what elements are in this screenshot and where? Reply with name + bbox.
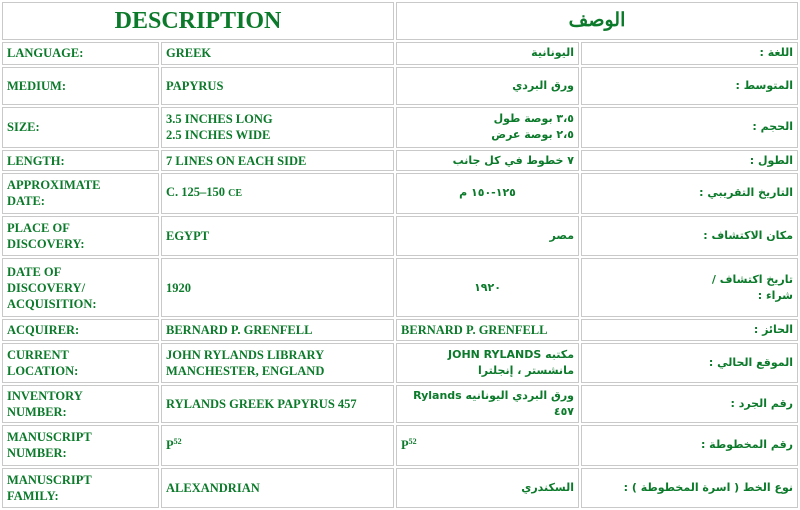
value-en-size-line1: 3.5 INCHES LONG — [166, 112, 273, 127]
value-en-language: GREEK — [161, 42, 394, 64]
value-ar-size-line1: ٣،٥ بوصة طول — [493, 112, 575, 126]
label-ar-size: الحجم : — [581, 107, 798, 148]
value-ar-inventory-line1: ورق البردي اليونانيه Rylands — [413, 389, 575, 403]
value-en-manuscript-sup: 52 — [173, 437, 182, 447]
value-ar-family: السكندري — [396, 468, 579, 508]
label-inventory — [2, 385, 159, 423]
value-ar-place: مصر — [396, 216, 579, 256]
label-ar-manuscript: رقم المخطوطة : — [581, 425, 798, 465]
header-row — [2, 2, 798, 40]
label-ar-place: مكان الاكتشاف : — [581, 216, 798, 256]
table-row-inventory — [2, 385, 798, 423]
table-row-acquirer — [2, 319, 798, 340]
label-date-line2: DATE: — [7, 194, 45, 209]
value-ar-location-line1: مكتبه JOHN RYLANDS — [448, 347, 575, 361]
label-ar-family: نوع الخط ( اسرة المخطوطة ) : — [581, 468, 798, 508]
value-en-length: 7 LINES ON EACH SIDE — [161, 150, 394, 171]
value-mid-manuscript-base: P — [401, 438, 409, 453]
value-en-size-line2: 2.5 INCHES WIDE — [166, 128, 271, 143]
label-manuscript — [2, 425, 159, 465]
label-language: LANGUAGE: — [2, 42, 159, 64]
value-ar-location — [396, 343, 579, 383]
label-date-line1: APPROXIMATE — [7, 178, 101, 193]
table-row-language — [2, 42, 798, 64]
value-ar-acquisition: ١٩٢٠ — [396, 258, 579, 317]
label-place-line1: PLACE OF — [7, 220, 70, 235]
label-place — [2, 216, 159, 256]
value-ar-date: ١٢٥-١٥٠ م — [396, 173, 579, 213]
label-ar-date: التاريخ التقريبي : — [581, 173, 798, 213]
label-location-line2: LOCATION: — [7, 363, 79, 378]
label-acquisition — [2, 258, 159, 317]
label-manuscript-line1: MANUSCRIPT — [7, 430, 92, 445]
label-length: LENGTH: — [2, 150, 159, 171]
value-en-location-line1: JOHN RYLANDS LIBRARY — [166, 347, 325, 362]
title-ar: الوصف — [396, 2, 798, 40]
label-ar-location: الموقع الحالي : — [581, 343, 798, 383]
value-ar-location-line2: مانشستر ، إنجلترا — [477, 363, 575, 377]
label-manuscript-line2: NUMBER: — [7, 446, 67, 461]
label-ar-acquisition-line2: شراء : — [757, 288, 794, 302]
value-en-inventory: RYLANDS GREEK PAPYRUS 457 — [161, 385, 394, 423]
label-medium: MEDIUM: — [2, 67, 159, 105]
table-row-size — [2, 107, 798, 148]
label-ar-acquirer: الحائز : — [581, 319, 798, 340]
table-row-medium — [2, 67, 798, 105]
label-ar-acquisition-line1: تاريخ اكتشاف / — [711, 272, 794, 286]
value-en-manuscript — [161, 425, 394, 465]
value-en-location-line2: MANCHESTER, ENGLAND — [166, 363, 325, 378]
label-acquirer: ACQUIRER: — [2, 319, 159, 340]
value-en-place: EGYPT — [161, 216, 394, 256]
value-ar-size — [396, 107, 579, 148]
label-inventory-line2: NUMBER: — [7, 405, 67, 420]
label-ar-acquisition — [581, 258, 798, 317]
value-en-acquirer: BERNARD P. GRENFELL — [161, 319, 394, 340]
label-family-line2: FAMILY: — [7, 488, 59, 503]
label-acquisition-line1: DATE OF — [7, 264, 62, 279]
value-mid-manuscript-sup: 52 — [408, 437, 417, 447]
table-row-date — [2, 173, 798, 213]
table-row-place — [2, 216, 798, 256]
value-ar-inventory-line2: ٤٥٧ — [553, 405, 575, 419]
value-en-medium: PAPYRUS — [161, 67, 394, 105]
value-en-acquisition: 1920 — [161, 258, 394, 317]
label-family — [2, 468, 159, 508]
label-ar-language: اللغة : — [581, 42, 798, 64]
value-en-date-era: CE — [228, 188, 243, 200]
label-inventory-line1: INVENTORY — [7, 389, 83, 404]
label-acquisition-line2: DISCOVERY/ — [7, 280, 86, 295]
value-en-manuscript-base: P — [166, 438, 174, 453]
value-mid-acquirer: BERNARD P. GRENFELL — [396, 319, 579, 340]
value-ar-language: اليونانية — [396, 42, 579, 64]
value-en-size — [161, 107, 394, 148]
value-ar-medium: ورق البردي — [396, 67, 579, 105]
label-ar-inventory: رقم الجرد : — [581, 385, 798, 423]
label-ar-length: الطول : — [581, 150, 798, 171]
value-en-date-main: C. 125–150 — [166, 185, 226, 200]
value-en-date — [161, 173, 394, 213]
table-row-family — [2, 468, 798, 508]
value-en-location — [161, 343, 394, 383]
label-size: SIZE: — [2, 107, 159, 148]
label-acquisition-line3: ACQUISITION: — [7, 296, 97, 311]
label-location-line1: CURRENT — [7, 347, 69, 362]
value-en-family: ALEXANDRIAN — [161, 468, 394, 508]
value-ar-inventory — [396, 385, 579, 423]
table-row-manuscript — [2, 425, 798, 465]
table-row-length — [2, 150, 798, 171]
table-row-location — [2, 343, 798, 383]
label-family-line1: MANUSCRIPT — [7, 472, 92, 487]
label-place-line2: DISCOVERY: — [7, 236, 85, 251]
label-ar-medium: المتوسط : — [581, 67, 798, 105]
label-location — [2, 343, 159, 383]
title-en: DESCRIPTION — [2, 2, 394, 40]
value-mid-manuscript — [396, 425, 579, 465]
table-row-acquisition — [2, 258, 798, 317]
value-ar-size-line2: ٢،٥ بوصة عرض — [491, 128, 575, 142]
label-date — [2, 173, 159, 213]
value-ar-length: ٧ خطوط في كل جانب — [396, 150, 579, 171]
